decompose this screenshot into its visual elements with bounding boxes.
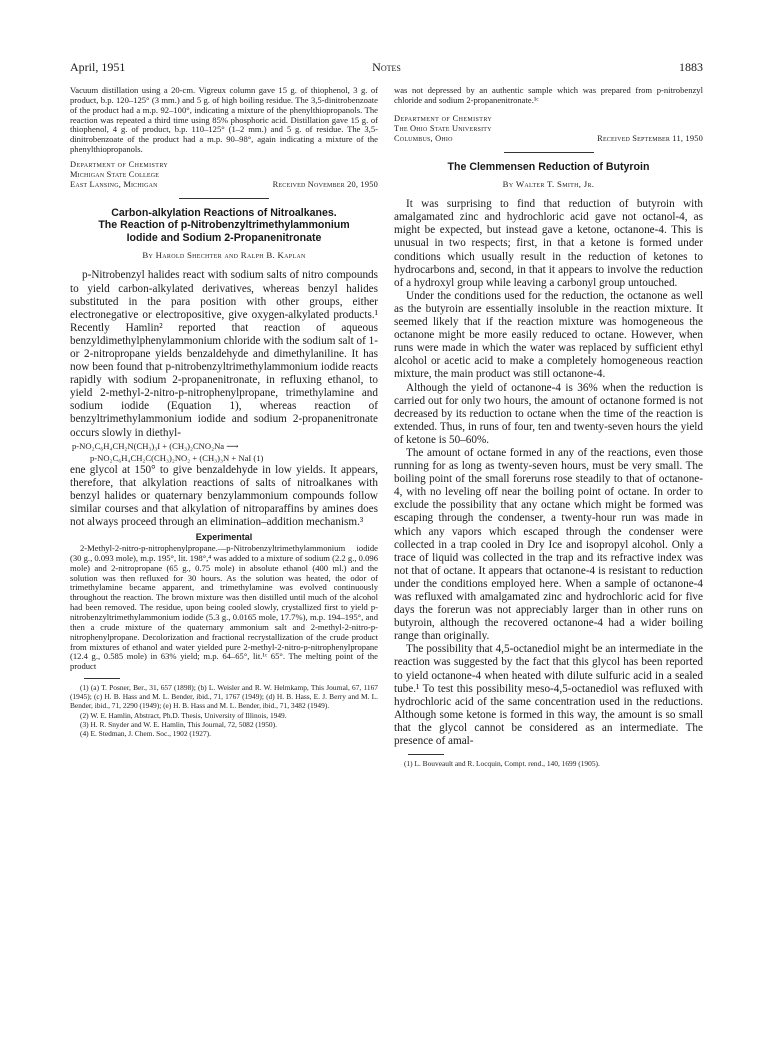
header-page-number: 1883 — [679, 60, 703, 74]
left-affil-department: Department of Chemistry — [70, 159, 169, 169]
footnote-4: (4) E. Stedman, J. Chem. Soc., 1902 (1927). — [80, 729, 211, 739]
right-article-title: The Clemmensen Reduction of Butyroin — [447, 160, 650, 173]
right-column — [394, 86, 703, 768]
right-section-rule — [504, 152, 594, 153]
right-article-body — [394, 198, 703, 748]
right-footnote-1: (1) L. Bouveault and R. Locquin, Compt. rend., 140, 1699 (1905). — [404, 759, 600, 769]
right-affiliation — [394, 114, 703, 144]
left-column — [70, 86, 378, 738]
right-footnote-rule — [408, 754, 444, 755]
right-affil-department: Department of Chemistry — [394, 113, 493, 123]
left-section-rule — [179, 198, 269, 199]
right-body-paragraph-2: Under the conditions used for the reduction, the octanone as well as the butyroin are essentially insoluble in the reaction mixture. It seemed likely that if the reaction mixture was homogeneous the octanone might be more easily reduced to octane. However, when runs were made in which the water was replaced by sufficient ethyl alcohol or acetic acid to make a completely homogeneous reaction mixture, the main product was still octanone-4. — [394, 289, 703, 381]
footnote-2: (2) W. E. Hamlin, Abstract, Ph.D. Thesis, University of Illinois, 1949. — [80, 710, 287, 720]
experimental-paragraph: 2-Methyl-2-nitro-p-nitrophenylpropane.—p-Nitrobenzyltrimethylammonium iodide (30 g., 0.093 mole), m.p. 195°, lit. 198°,⁴ was added to a mixture of sodium (2.2 g., 0.096 mole) and 2-nitropropane (65 g., 0.75 mole) in absolute ethanol (400 ml.) and the solution was then refluxed for 30 hours. As the solution was heated, the odor of trimethylamine became apparent, and trimethylamine was evolved continuously throughout the reaction. The brown mixture was then distilled until much of the alcohol had been removed. The residue, upon being cooled slowly, crystallized first to yield p-nitrobenzyltrimethylammonium iodide (5.3 g., 0.0165 mole, 17.7%), m.p. 194–195°, and then a crude mixture of the quaternary ammonium salt and 2-methyl-2-nitro-p-nitrophenylpropane. Decolorization and fractional recrystallization of the crude product from mixtures of ethanol and water yielded pure 2-methyl-2-nitro-p-nitrophenylpropane (12.4 g., 0.585 mole) in 63% yield; m.p. 64–65°, lit.¹ᶜ 65°. The melting point of the product — [70, 543, 378, 672]
right-body-paragraph-4: The amount of octane formed in any of the reactions, even those running for as long as twenty-seven hours, must be very small. The boiling point of the small foreruns rose steadily to that of octanone-4, with no leveling off near the boiling point of octane. In order to exclude the possibility that any octane which might be formed was escaping through the condenser, a twenty-hour run was made in which any vapors which escaped through the condenser were collected in a trap cooled in Dry Ice and isopropyl alcohol. Only a trace of liquid was collected in the trap and its refractive index was not that of octane. It appears that octanone-4 is resistant to reduction under the conditions employed here. When a sample of octanone-4 was refluxed with amalgamated zinc and hydrochloric acid for five days the forerun was not appreciably larger than in other runs on butyroin, although the recovered octanone-4 had a wider boiling range than originally. — [394, 446, 703, 643]
right-body-paragraph-5: The possibility that 4,5-octanediol might be an intermediate in the reaction was suggested by the fact that this glycol has been reported to yield octanone-4 when heated with dilute sulfuric acid in a sealed tube.¹ To test this possibility meso-4,5-octanediol was refluxed with hydrochloric acid of the same concentration used in the reductions. Although some ketone is formed in this way, the amount is so small that the glycol cannot be considered as an intermediate. The presence of amal- — [394, 643, 703, 748]
right-footnotes — [394, 759, 703, 768]
left-continued-paragraph: Vacuum distillation using a 20-cm. Vigreux column gave 15 g. of thiophenol, 3 g. of product, b.p. 120–125° (3 mm.) and 5 g. of high boiling residue. The 3,5-dinitrobenzoate of the product had a m.p. 92–100°, indicating a mixture of the phenylthiopropanols. The reaction was repeated a third time using 85% phosphoric acid. Distillation gave 15 g. of thiophenol, 4 g. of product, b.p. 110–125° (1–2 mm.) and 5 g. of residue. The 3,5-dinitrobenzoate of the product had a m.p. 90–98°, again indicating a mixture of the phenylthiopropanols. — [70, 85, 378, 155]
left-body-paragraph-1: p-Nitrobenzyl halides react with sodium salts of nitro compounds to yield carbon-alkylated derivatives, whereas benzyl halides substituted in the para position with other groups, either electronegative or electropositive, give oxygen-alkylated products.¹ Recently Hamlin² reported that reaction of aqueous benzyldimethylphenylammonium chloride with the sodium salt of 1- or 2-nitropropane yields benzaldehyde and dimethylaniline. It has now been found that p-nitrobenzyltrimethylammonium iodide reacts rapidly with sodium 2-propanenitronate, in refluxing ethanol, to yield 2-methyl-2-nitro-p-nitrophenylpropane, trimethylamine and sodium iodide (Equation 1), whereas reaction of benzyltrimethylammonium iodide and sodium 2-propanenitronate occurs slowly in diethyl- — [70, 269, 378, 439]
left-article-title: Carbon-alkylation Reactions of Nitroalkanes. The Reaction of p-Nitrobenzyltrimethylammonium Iodide and Sodium 2-Propanenitronate — [98, 206, 350, 244]
left-footnotes — [70, 683, 378, 738]
footnote-3: (3) H. R. Snyder and W. E. Hamlin, This Journal, 72, 5082 (1950). — [80, 719, 277, 729]
header-section: Notes — [372, 60, 401, 74]
right-article-byline: By Walter T. Smith, Jr. — [502, 179, 595, 190]
left-affiliation — [70, 160, 378, 190]
left-affil-institution: Michigan State College — [70, 169, 160, 179]
header-date: April, 1951 — [70, 60, 126, 74]
left-footnote-rule — [84, 678, 120, 679]
left-article-body — [70, 269, 378, 529]
footnote-1: (1) (a) T. Posner, Ber., 31, 657 (1898); (b) L. Weisler and R. W. Helmkamp, This Journal, 67, 1167 (1945); (c) H. B. Hass and M. L. Bender, ibid., 71, 1767 (1949); (d) H. B. Hass, E. J. Berry and M. L. Bender, ibid., 71, 2290 (1949); (e) H. B. Hass and M. L. Bender, ibid., 71, 3482 (1949). — [70, 683, 378, 711]
left-article-byline: By Harold Shechter and Ralph B. Kaplan — [142, 250, 306, 261]
experimental-heading: Experimental — [195, 532, 253, 543]
left-body-paragraph-2: ene glycol at 150° to give benzaldehyde in low yields. It appears, therefore, that alkylation reactions of salts of nitroalkanes with benzyl halides or quaternary benzylammonium compounds follow similar courses and that alkylation of nitroparaffins by amines does not always proceed through an elimination–addition mechanism.³ — [70, 463, 378, 528]
equation-line-2: p-NO₂C₆H₄CH₂C(CH₃)₂NO₂ + (CH₃)₃N + NaI (1) — [90, 452, 264, 463]
experimental-section — [70, 544, 378, 672]
right-continued-paragraph: was not depressed by an authentic sample which was prepared from p-nitrobenzyl chloride and sodium 2-propanenitronate.¹ᶜ — [394, 85, 703, 105]
right-affil-institution: The Ohio State University — [394, 123, 492, 133]
equation-line-1: p-NO₂C₆H₄CH₂N(CH₃)₃I + (CH₃)₂CNO₂Na ⟶ — [72, 440, 239, 451]
left-affil-city: East Lansing, Michigan — [70, 179, 158, 189]
left-affil-received: Received November 20, 1950 — [272, 179, 378, 189]
right-affil-city: Columbus, Ohio — [394, 133, 453, 143]
right-affil-received: Received September 11, 1950 — [597, 133, 703, 143]
right-body-paragraph-1: It was surprising to find that reduction of butyroin with amalgamated zinc and hydrochloric acid gave not octanol-4, as might be expected, but instead gave a ketone, octanone-4. This is unusual in two respects; first, in that a ketone is formed under conditions which usually result in the reduction of ketones to hydrocarbons and, second, in that it appears to involve the reduction of a hydroxyl group while leaving a carbonyl group untouched. — [394, 198, 703, 289]
page-header — [70, 60, 703, 76]
right-body-paragraph-3: Although the yield of octanone-4 is 36% when the reduction is carried out for only two hours, the amount of octanone formed is not decreased by its reduction to octane when the time of the reaction is extended. Thus, in runs of four, ten and twenty-seven hours the yield of ketone is 50–60%. — [394, 381, 703, 446]
